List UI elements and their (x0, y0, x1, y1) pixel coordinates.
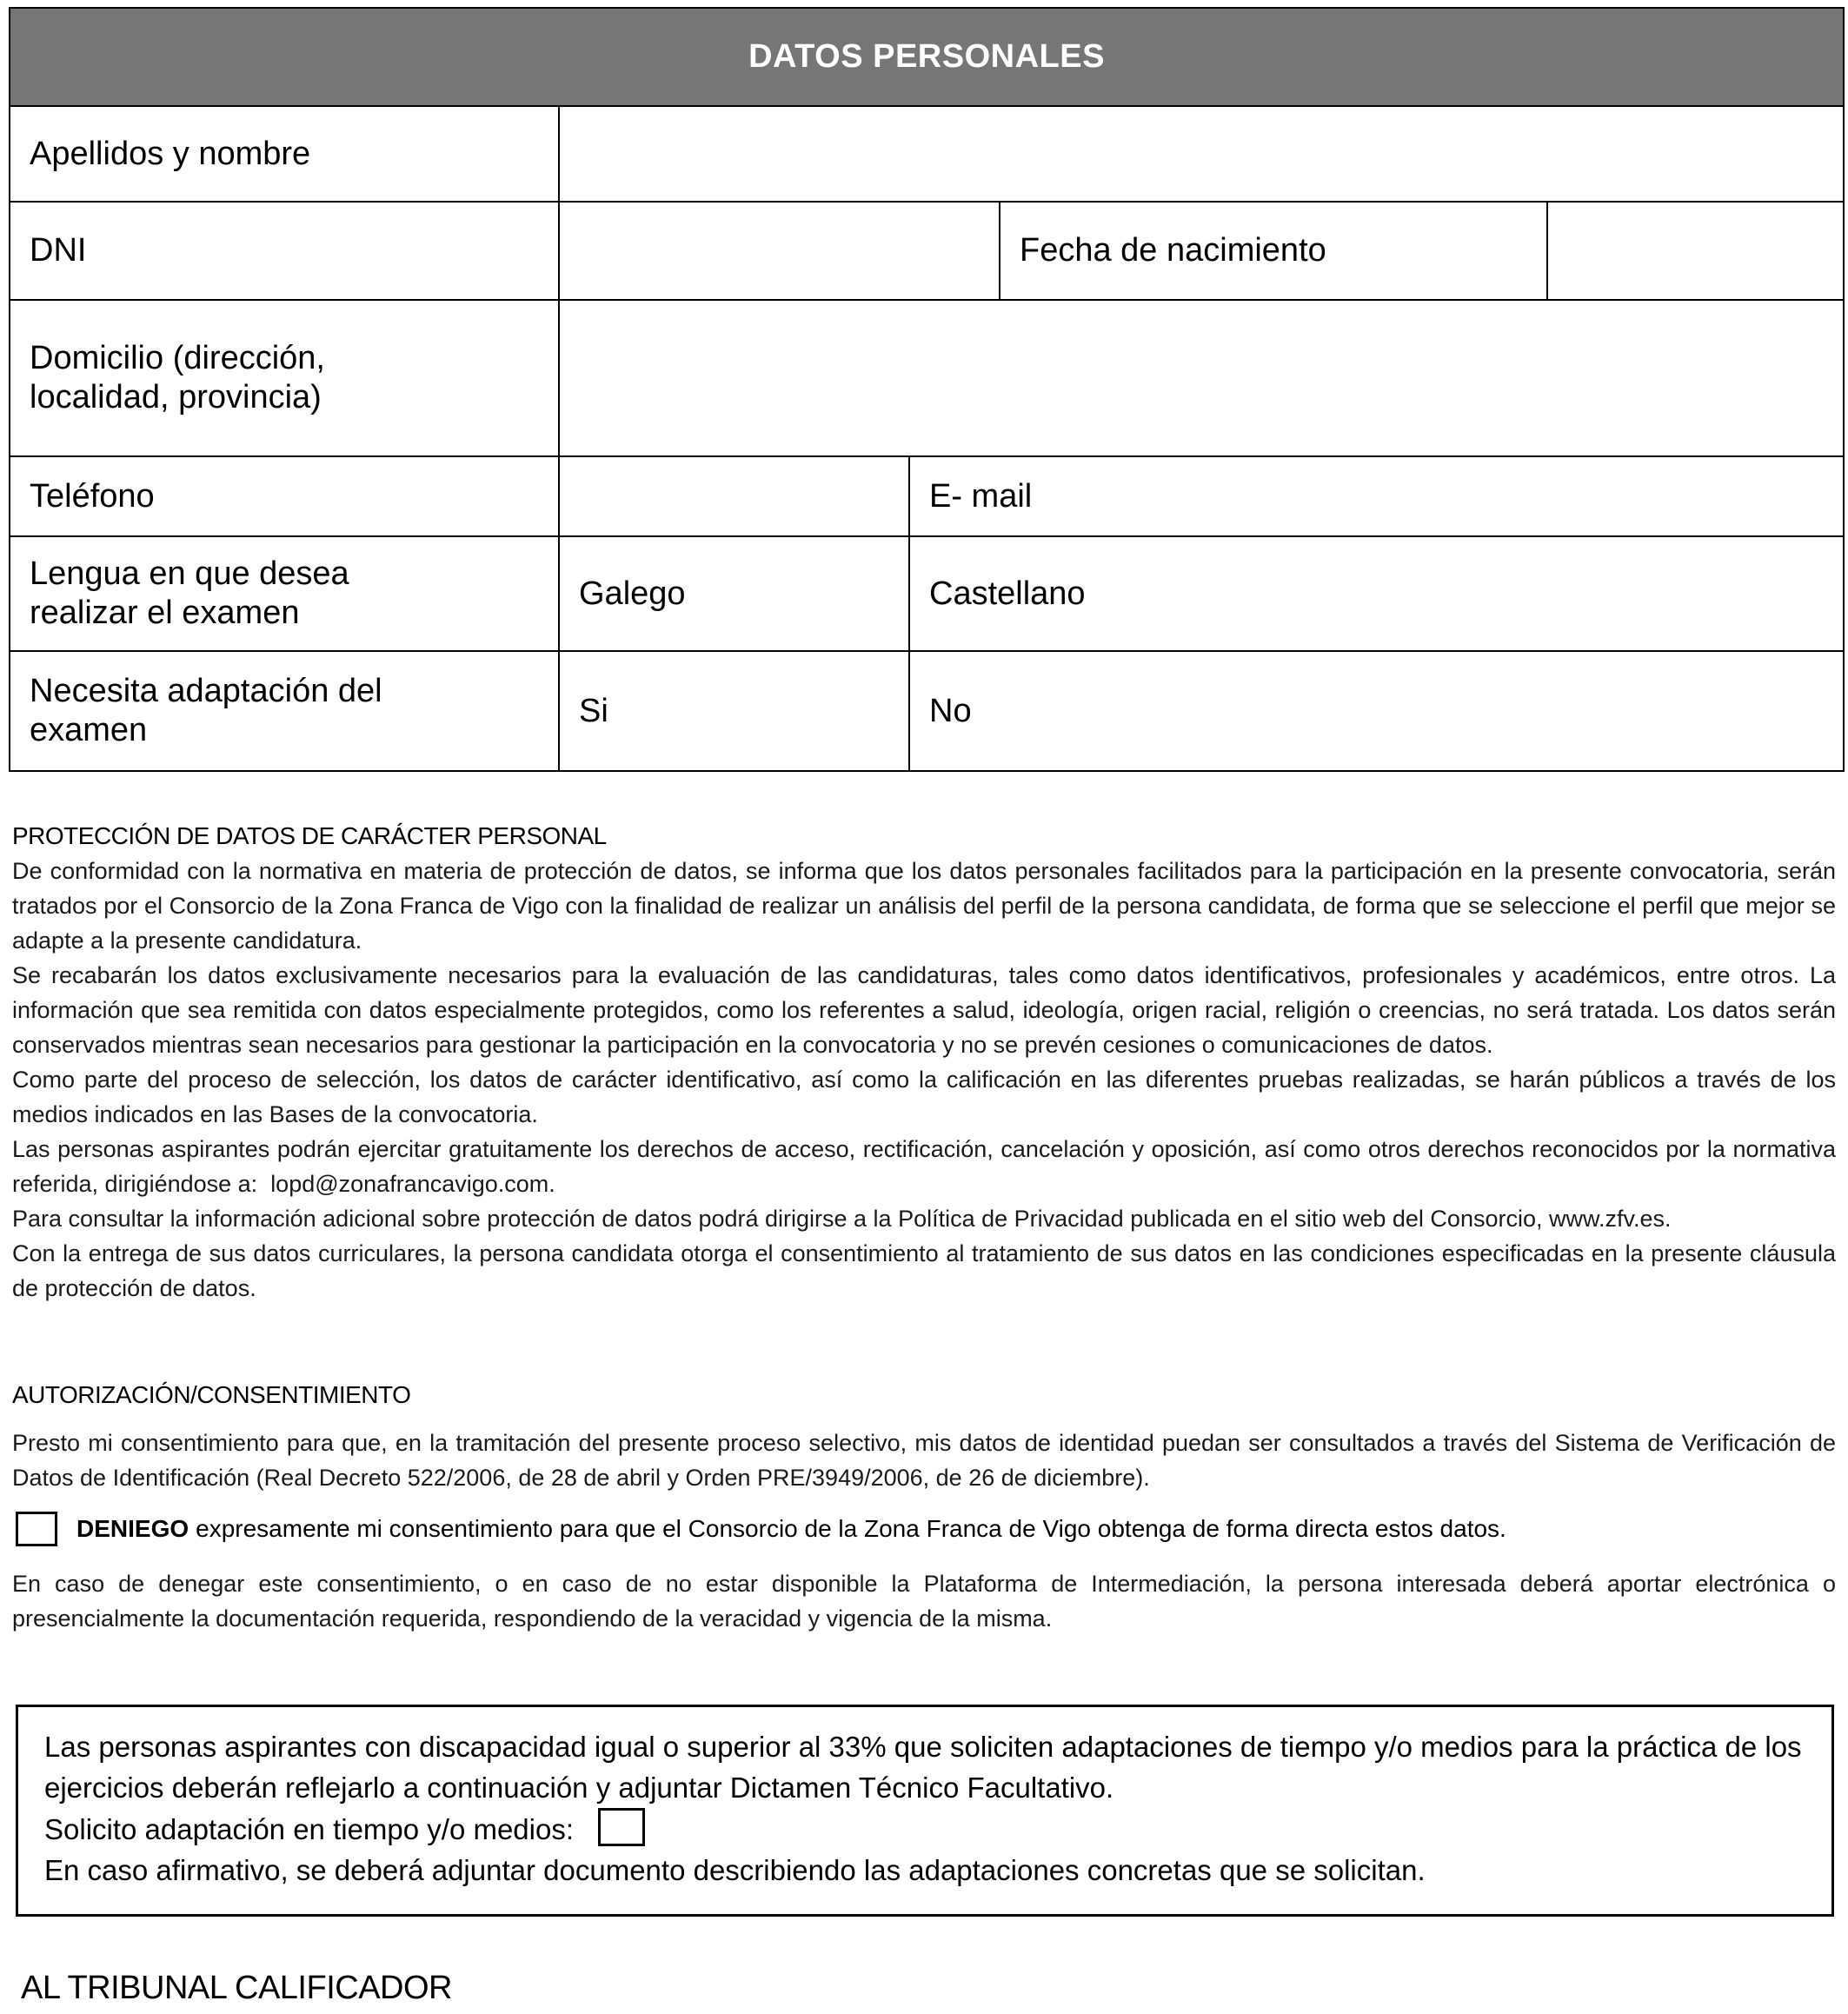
language-option-galego[interactable]: Galego (559, 536, 909, 651)
personal-data-table (9, 7, 1845, 772)
email-field[interactable] (909, 456, 1844, 536)
deny-consent-checkbox[interactable] (16, 1512, 57, 1546)
address-label: Domicilio (dirección, localidad, provincia) (10, 300, 559, 456)
data-protection-paragraph-4: Las personas aspirantes podrán ejercitar gratuitamente los derechos de acceso, rectificación, cancelación y oposición, así como otros derechos reconocidos por la normativa referida, dirigiéndose a: lopd@zonafrancavigo.com. (12, 1136, 1836, 1197)
data-protection-paragraph-3: Como parte del proceso de selección, los datos de carácter identificativo, así como la calificación en las diferentes pruebas realizadas, se harán públicos a través de los medios indicados en las Bases de la convocatoria. (12, 1067, 1836, 1127)
name-field[interactable] (559, 106, 1844, 202)
tribunal-heading: AL TRIBUNAL CALIFICADOR (21, 1970, 452, 2006)
deny-consent-note: En caso de denegar este consentimiento, o en caso de no estar disponible la Plataforma de Intermediación, la persona interesada deberá aportar electrónica o presencialmente la documentación requerida, respondiendo de la veracidad y vigencia de la misma. (12, 1571, 1836, 1632)
table-header: DATOS PERSONALES (10, 8, 1844, 106)
adaptation-option-no[interactable]: No (909, 651, 1844, 771)
data-protection-paragraph-1: De conformidad con la normativa en materia de protección de datos, se informa que los datos personales facilitados para la participación en la presente convocatoria, serán tratados por el Consorcio de la Zona Franca de Vigo con la finalidad de realizar un análisis del perfil de la persona candidata, de forma que se seleccione el perfil que mejor se adapte a la presente candidatura. (12, 858, 1836, 954)
adaptation-label: Necesita adaptación del examen (10, 651, 559, 771)
adaptation-request-label: Solicito adaptación en tiempo y/o medios: (44, 1813, 575, 1845)
data-protection-paragraph-6: Con la entrega de sus datos curriculares, la persona candidata otorga el consentimiento al tratamiento de sus datos en las condiciones especificadas en la presente cláusula de protección de datos. (12, 1240, 1836, 1301)
email-label: E- mail (929, 477, 1033, 515)
contact-email-link[interactable]: lopd@zonafrancavigo.com. (270, 1171, 555, 1197)
adaptation-request-checkbox[interactable] (598, 1808, 645, 1846)
address-field[interactable] (559, 300, 1844, 456)
data-protection-paragraph-2: Se recabarán los datos exclusivamente necesarios para la evaluación de las candidaturas, tales como datos identificativos, profesionales y académicos, entre otros. La información que sea remitida con datos especialmente protegidos, como los referentes a salud, ideología, origen racial, religión o creencias, no será tratada. Los datos serán conservados mientras sean necesarios para gestionar la participación en la convocatoria y no se prevén cesiones o comunicaciones de datos. (12, 962, 1836, 1058)
consent-paragraph: Presto mi consentimiento para que, en la tramitación del presente proceso selectivo, mis datos de identidad puedan ser consultados a través del Sistema de Verificación de Datos de Identificación (Real Decreto 522/2006, de 28 de abril y Orden PRE/3949/2006, de 26 de diciembre). (12, 1430, 1836, 1491)
language-label: Lengua en que desea realizar el examen (10, 536, 559, 651)
adaptation-request-row (44, 1808, 1805, 1850)
name-label: Apellidos y nombre (10, 106, 559, 202)
deny-consent-bold: DENIEGO (76, 1515, 189, 1542)
data-protection-title: PROTECCIÓN DE DATOS DE CARÁCTER PERSONAL (12, 822, 607, 849)
dni-field[interactable] (559, 202, 1000, 300)
language-option-castellano[interactable]: Castellano (909, 536, 1844, 651)
data-protection-text (12, 854, 1836, 1306)
birthdate-field[interactable] (1547, 202, 1844, 300)
consent-title: AUTORIZACIÓN/CONSENTIMIENTO (12, 1381, 411, 1408)
dni-label: DNI (10, 202, 559, 300)
adaptation-option-yes[interactable]: Si (559, 651, 909, 771)
data-protection-paragraph-5: Para consultar la información adicional sobre protección de datos podrá dirigirse a la Política de Privacidad publicada en el sitio web del Consorcio, www.zfv.es. (12, 1206, 1672, 1232)
deny-consent-text: expresamente mi consentimiento para que el Consorcio de la Zona Franca de Vigo obtenga de forma directa estos datos. (196, 1515, 1506, 1542)
birthdate-label: Fecha de nacimiento (1000, 202, 1547, 300)
adaptation-request-box (16, 1705, 1834, 1917)
phone-label: Teléfono (10, 456, 559, 536)
phone-field[interactable] (559, 456, 909, 536)
deny-consent-row (16, 1509, 1506, 1549)
adaptation-note: En caso afirmativo, se deberá adjuntar documento describiendo las adaptaciones concretas que se solicitan. (44, 1854, 1426, 1886)
adaptation-intro: Las personas aspirantes con discapacidad igual o superior al 33% que soliciten adaptaciones de tiempo y/o medios para la práctica de los ejercicios deberán reflejarlo a continuación y adjuntar Dictamen Técnico Facultativo. (44, 1731, 1802, 1804)
